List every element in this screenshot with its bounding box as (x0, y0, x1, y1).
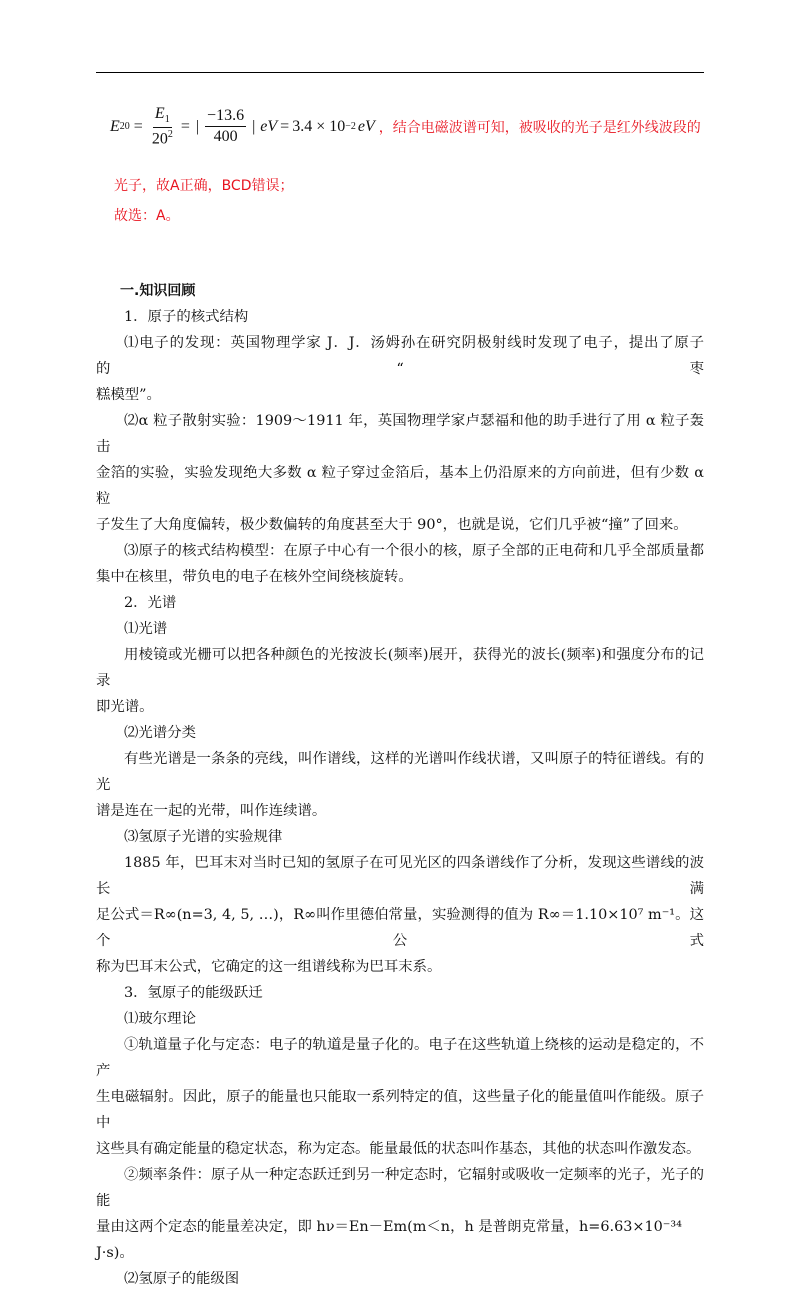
s2-para2-line2: 谱是连在一起的光带，叫作连续谱。 (96, 803, 327, 819)
s1-para1-line1: ⑴电子的发现：英国物理学家 J．J．汤姆孙在研究阴极射线时发现了电子，提出了原子的“枣 (96, 335, 704, 377)
solution-text-line2: 光子，故A正确，BCD错误； (114, 178, 294, 194)
s1-para2-line1: ⑵α 粒子散射实验：1909～1911 年，英国物理学家卢瑟福和他的助手进行了用 α 粒子轰击 (96, 413, 704, 455)
energy-formula: E 20 = $\frac{E_1}{20^2}$ = | $\frac{-13.6}{400}$ | eV = 3.4 × 10 −2 eV (110, 105, 375, 148)
solution-text-line1: ，结合电磁波谱可知，被吸收的光子是红外线波段的 (378, 120, 701, 136)
knowledge-review (96, 278, 704, 1292)
section-3-title: 3．氢原子的能级跃迁 (124, 985, 263, 1001)
s2-para3-line1: 1885 年，巴耳末对当时已知的氢原子在可见光区的四条谱线作了分析，发现这些谱线的波长满 (96, 855, 704, 897)
solution-answer: 故选：A。 (114, 208, 180, 224)
s2-subtitle-3: ⑶氢原子光谱的实验规律 (124, 829, 283, 845)
s1-para2-line3: 子发生了大角度偏转，极少数偏转的角度甚至大于 90°，也就是说，它们几乎被“撞”了回来。 (96, 517, 688, 533)
section-2-title: 2．光谱 (124, 595, 177, 611)
s2-para1-line1: 用棱镜或光栅可以把各种颜色的光按波长(频率)展开，获得光的波长(频率)和强度分布的记录 (96, 647, 704, 689)
s2-para2-line1: 有些光谱是一条条的亮线，叫作谱线，这样的光谱叫作线状谱，又叫原子的特征谱线。有的光 (96, 751, 704, 793)
formula-lhs: E (110, 117, 120, 135)
s2-para3-line2: 足公式＝R∞(n=3, 4, 5, …)，R∞叫作里德伯常量，实验测得的值为 R∞＝1.10×10⁷ m⁻¹。这个公式 (96, 907, 704, 949)
s1-para1-line2: 糕模型”。 (96, 387, 161, 403)
s3-para2-line1: ②频率条件：原子从一种定态跃迁到另一种定态时，它辐射或吸收一定频率的光子，光子的能 (96, 1167, 704, 1209)
fraction-e1-over-20sq: $\frac{E_1}{20^2}$ (151, 105, 173, 148)
formula-lhs-sub: 20 (119, 121, 130, 133)
s1-para2-line2: 金箔的实验，实验发现绝大多数 α 粒子穿过金箔后，基本上仍沿原来的方向前进，但有少数 α 粒 (96, 465, 704, 507)
s2-para1-line2: 即光谱。 (96, 699, 154, 715)
s3-subtitle-2: ⑵氢原子的能级图 (124, 1271, 240, 1287)
s3-para2-line2: 量由这两个定态的能量差决定，即 hν＝En－Em(m＜n，h 是普朗克常量，h=6.63×10⁻³⁴ J·s)。 (96, 1219, 682, 1261)
fraction-13-6-over-400: $\frac{-13.6}{400}$ (207, 107, 245, 146)
s3-para1-line2: 生电磁辐射。因此，原子的能量也只能取一系列特定的值，这些量子化的能量值叫作能级。原子中 (96, 1089, 704, 1131)
review-heading: 一.知识回顾 (120, 283, 196, 299)
header-rule (96, 72, 704, 73)
section-1-title: 1．原子的核式结构 (124, 309, 249, 325)
s3-subtitle-1: ⑴玻尔理论 (124, 1011, 196, 1027)
s1-para3-line1: ⑶原子的核式结构模型：在原子中心有一个很小的核，原子全部的正电荷和几乎全部质量都 (124, 543, 704, 559)
s2-subtitle-2: ⑵光谱分类 (124, 725, 196, 741)
energy-formula-line (110, 104, 701, 150)
s2-para3-line3: 称为巴耳末公式，它确定的这一组谱线称为巴耳末系。 (96, 959, 442, 975)
s1-para3-line2: 集中在核里，带负电的电子在核外空间绕核旋转。 (96, 569, 413, 585)
s2-subtitle-1: ⑴光谱 (124, 621, 168, 637)
s3-para1-line3: 这些具有确定能量的稳定状态，称为定态。能量最低的状态叫作基态，其他的状态叫作激发态。 (96, 1141, 701, 1157)
s3-para1-line1: ①轨道量子化与定态：电子的轨道是量子化的。电子在这些轨道上绕核的运动是稳定的，不产 (96, 1037, 704, 1079)
